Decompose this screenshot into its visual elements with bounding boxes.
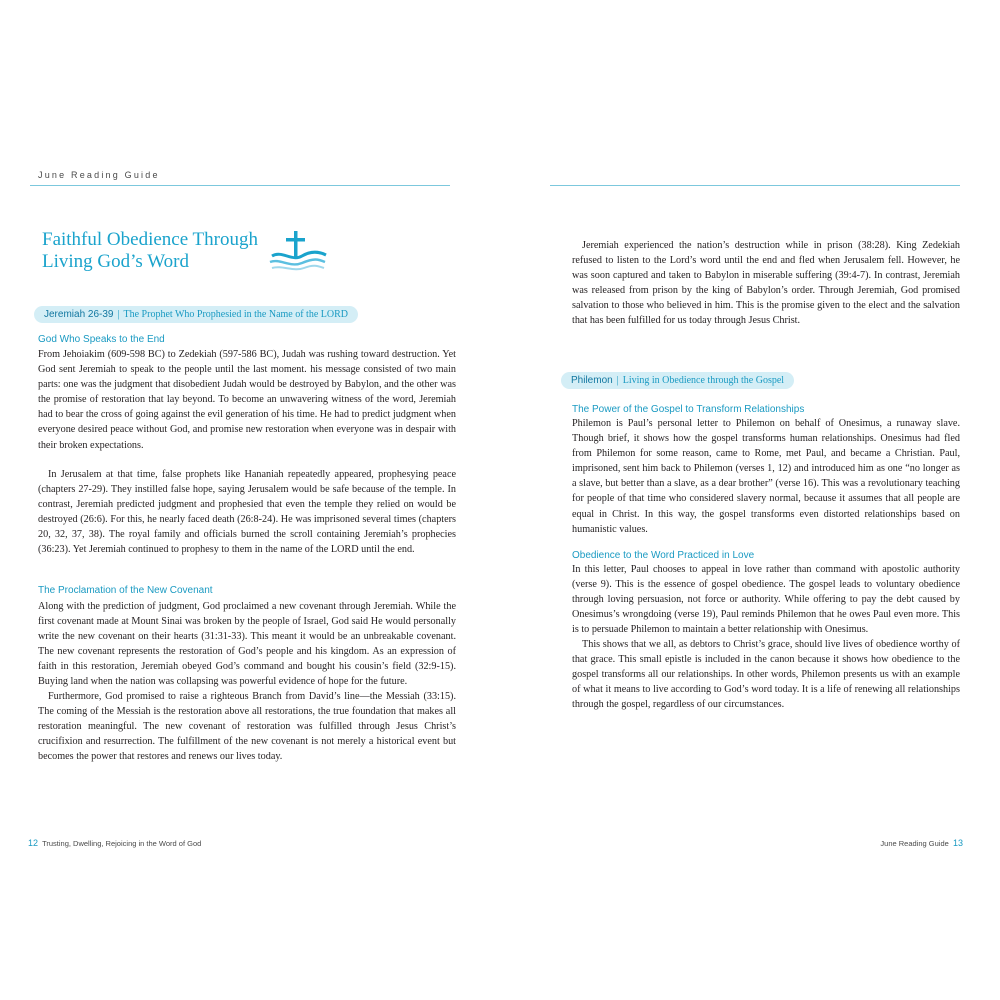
body-paragraph: This shows that we all, as debtors to Christ’s grace, should live lives of obedience worthy of that grace. This small epistle is included in the canon because it shows how obedience to the gospel transforms all our relationships. In other words, Philemon presents us with an example of what it means to live according to God’s word today. It is a life of renewing all relationships through the gospel, regardless of our circumstances.	[572, 639, 960, 711]
title-line-1: Faithful Obedience Through	[42, 229, 258, 250]
pill-separator: |	[616, 375, 619, 386]
header-rule	[550, 185, 960, 186]
section-heading: The Proclamation of the New Covenant	[38, 585, 213, 596]
title-line-2: Living God’s Word	[42, 251, 189, 272]
body-paragraph: In this letter, Paul chooses to appeal in love rather than command with apostolic authority (verse 9). This is the essence of gospel obedience. The gospel leads to voluntary obedience through loving persuasion, not force or authority. While offering to pay the debt caused by Onesimus’s wrongdoing (verse 19), Paul reminds Philemon that he owes Paul even more. This is to persuade Philemon to maintain a better relationship with Onesimus.	[572, 564, 960, 636]
section-heading: The Power of the Gospel to Transform Relationships	[572, 404, 805, 415]
pill-ref: Philemon	[571, 375, 613, 386]
page-number: 13	[952, 838, 963, 848]
header-rule	[30, 185, 450, 186]
page-footer-right	[880, 838, 963, 848]
body-paragraph: From Jehoiakim (609-598 BC) to Zedekiah (597-586 BC), Judah was rushing toward destruction. Yet God sent Jeremiah to speak to the people until the last moment. his message consisted of two main parts: one was the judgment that disobedient Judah would be destroyed by Babylon, and the other was the promise of restoration that lay beyond. To become an unwavering witness of the word, Jeremiah had to bear the cross of going against the evil generation of his time. He had to predict judgment when everyone desired peace without God, and promise new restoration when everyone was in despair with their broken expectations.	[38, 349, 456, 451]
page-footer-left	[28, 838, 201, 848]
page-number: 12	[28, 838, 39, 848]
section-heading: Obedience to the Word Practiced in Love	[572, 550, 755, 561]
cross-over-waves-icon	[268, 228, 328, 274]
section-heading: God Who Speaks to the End	[38, 334, 165, 345]
body-paragraph: Philemon is Paul’s personal letter to Philemon on behalf of Onesimus, a runaway slave. Though brief, it shows how the gospel transforms human relationships. Onesimus had fled from Philemon for some reason, came to Rome, met Paul, and became a Christian. Paul, imprisoned, sent him back to Philemon (verses 1, 12) and introduced him as one “no longer as a slave, but better than a slave, as a dear brother” (verse 16). This was a revolutionary teaching for people of that time who considered slavery normal, because it assumes that all people are equal in Christ. In this way, the gospel transforms even distorted relationships based on humanistic values.	[572, 418, 960, 535]
pill-separator: |	[117, 309, 120, 320]
page-title	[42, 229, 258, 273]
right-page	[500, 0, 1000, 1000]
pill-ref: Jeremiah 26-39	[44, 309, 114, 320]
pill-subtitle: Living in Obedience through the Gospel	[622, 375, 785, 386]
footer-text: June Reading Guide	[880, 839, 949, 848]
pill-subtitle: The Prophet Who Prophesied in the Name of the LORD	[123, 309, 348, 320]
section-pill-jeremiah	[34, 306, 358, 323]
body-paragraph: Along with the prediction of judgment, God proclaimed a new covenant through Jeremiah. While the first covenant made at Mount Sinai was broken by the people of Israel, God said He would personally write the new covenant on their hearts (31:31-33). This meant it would be an unbreakable covenant. The new covenant represents the restoration of God’s people and his kingdom. As an expression of faith in this restoration, Jeremiah obeyed God’s command and bought his cousin’s field (32:9-15). Buying land when the nation was collapsing was powerful evidence of hope for the future.	[38, 601, 456, 688]
body-paragraph: Furthermore, God promised to raise a righteous Branch from David’s line—the Messiah (33:15). The coming of the Messiah is the restoration above all restorations, the true foundation that makes all restoration meaningful. The new covenant of restoration was fulfilled through Jesus Christ’s crucifixion and resurrection. The fulfillment of the new covenant is not merely a historical event but becomes the power that restores and renews our lives today.	[38, 691, 456, 763]
footer-text: Trusting, Dwelling, Rejoicing in the Word of God	[42, 839, 202, 848]
section-pill-philemon	[561, 372, 794, 389]
body-paragraph: In Jerusalem at that time, false prophets like Hananiah repeatedly appeared, prophesying peace (chapters 27-29). They instilled false hope, saying Jerusalem would be safe because of the temple. In contrast, Jeremiah predicted judgment and prophesied that even the temple they relied on would be destroyed (26:6). For this, he nearly faced death (26:8-24). He was imprisoned several times (chapters 20, 32, 37, 38). The royal family and officials burned the scroll containing Jeremiah’s prophecies (36:23). Yet Jeremiah continued to prophesy to them in the name of the LORD until the end.	[38, 469, 456, 556]
body-paragraph: Jeremiah experienced the nation’s destruction while in prison (38:28). King Zedekiah refused to listen to the Lord’s word until the end and fled when Jerusalem fell. However, he was soon captured and taken to Babylon in miserable suffering (39:4-7). In contrast, Jeremiah was released from prison by the king of Babylon’s order. Through Jeremiah, God promised salvation to those who believed in him. This is the promise given to the elect and the salvation that has been fulfilled for us today through Jesus Christ.	[572, 240, 960, 327]
running-head: June Reading Guide	[38, 170, 160, 180]
